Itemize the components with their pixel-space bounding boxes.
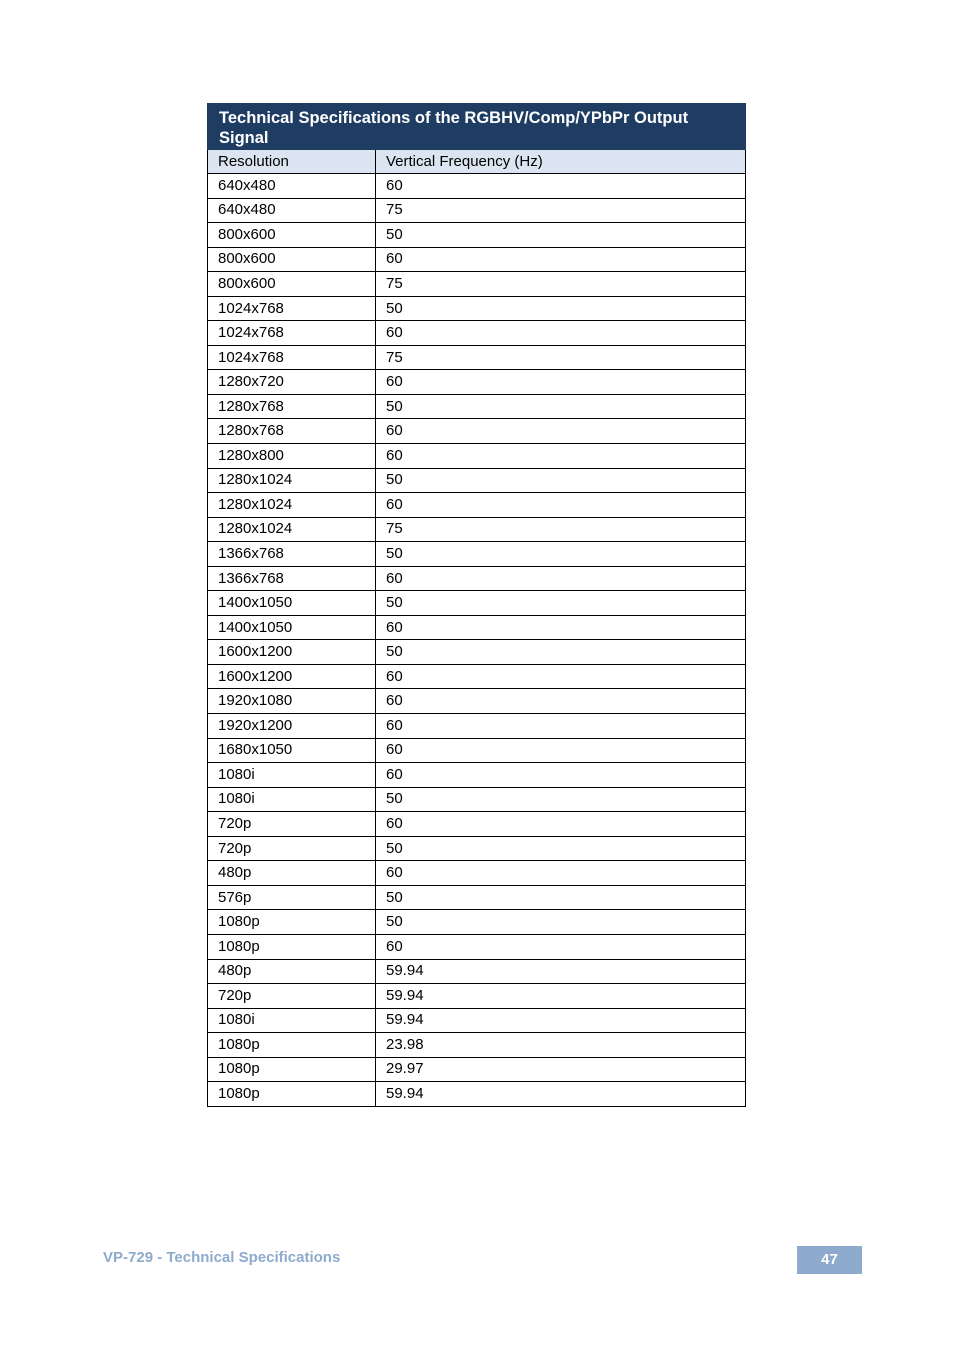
vertical-frequency-cell: 50: [376, 787, 746, 812]
resolution-cell: 1680x1050: [208, 738, 376, 763]
vertical-frequency-cell: 50: [376, 223, 746, 248]
resolution-cell: 1024x768: [208, 321, 376, 346]
table-row: [208, 984, 746, 1009]
resolution-cell: 1280x768: [208, 394, 376, 419]
table-row: [208, 787, 746, 812]
vertical-frequency-cell: 50: [376, 542, 746, 567]
resolution-cell: 720p: [208, 836, 376, 861]
vertical-frequency-cell: 60: [376, 566, 746, 591]
vertical-frequency-cell: 50: [376, 394, 746, 419]
resolution-cell: 1280x800: [208, 444, 376, 469]
resolution-cell: 1400x1050: [208, 591, 376, 616]
table-row: [208, 836, 746, 861]
table-row: [208, 885, 746, 910]
vertical-frequency-cell: 60: [376, 370, 746, 395]
resolution-cell: 576p: [208, 885, 376, 910]
table-row: [208, 861, 746, 886]
vertical-frequency-cell: 50: [376, 885, 746, 910]
vertical-frequency-cell: 60: [376, 321, 746, 346]
table-row: [208, 321, 746, 346]
table-header-row: [208, 150, 746, 174]
resolution-column-header: Resolution: [208, 150, 376, 174]
resolution-cell: 1600x1200: [208, 640, 376, 665]
table-body: [208, 174, 746, 1107]
vertical-frequency-cell: 59.94: [376, 1082, 746, 1107]
vertical-frequency-cell: 59.94: [376, 959, 746, 984]
resolution-cell: 1080p: [208, 1082, 376, 1107]
resolution-cell: 1080p: [208, 910, 376, 935]
table-row: [208, 591, 746, 616]
table-title: Technical Specifications of the RGBHV/Comp/YPbPr Output Signal: [208, 104, 746, 150]
table-row: [208, 812, 746, 837]
resolution-cell: 720p: [208, 984, 376, 1009]
vertical-frequency-cell: 60: [376, 247, 746, 272]
table-row: [208, 468, 746, 493]
vertical-frequency-cell: 50: [376, 296, 746, 321]
resolution-cell: 720p: [208, 812, 376, 837]
resolution-cell: 640x480: [208, 174, 376, 199]
resolution-cell: 1920x1080: [208, 689, 376, 714]
table-row: [208, 763, 746, 788]
table-row: [208, 566, 746, 591]
table-row: [208, 640, 746, 665]
vertical-frequency-cell: 60: [376, 174, 746, 199]
resolution-cell: 1280x720: [208, 370, 376, 395]
table-row: [208, 910, 746, 935]
resolution-cell: 1366x768: [208, 542, 376, 567]
vertical-frequency-cell: 60: [376, 419, 746, 444]
table-row: [208, 542, 746, 567]
resolution-cell: 1280x768: [208, 419, 376, 444]
resolution-cell: 800x600: [208, 272, 376, 297]
table-row: [208, 689, 746, 714]
vertical-frequency-cell: 60: [376, 493, 746, 518]
resolution-cell: 480p: [208, 959, 376, 984]
vertical-frequency-cell: 23.98: [376, 1033, 746, 1058]
vertical-frequency-cell: 60: [376, 861, 746, 886]
vertical-frequency-cell: 60: [376, 664, 746, 689]
table-row: [208, 370, 746, 395]
vertical-frequency-cell: 59.94: [376, 1008, 746, 1033]
output-signal-spec-table: [207, 103, 746, 1107]
resolution-cell: 1024x768: [208, 296, 376, 321]
vertical-frequency-cell: 75: [376, 198, 746, 223]
resolution-cell: 1600x1200: [208, 664, 376, 689]
resolution-cell: 1080p: [208, 1033, 376, 1058]
table-row: [208, 1008, 746, 1033]
table-row: [208, 296, 746, 321]
vertical-frequency-cell: 50: [376, 910, 746, 935]
table-row: [208, 247, 746, 272]
vertical-frequency-cell: 75: [376, 272, 746, 297]
vertical-frequency-cell: 50: [376, 640, 746, 665]
table-row: [208, 1033, 746, 1058]
resolution-cell: 1080i: [208, 787, 376, 812]
vertical-frequency-cell: 75: [376, 517, 746, 542]
resolution-cell: 640x480: [208, 198, 376, 223]
resolution-cell: 1366x768: [208, 566, 376, 591]
vertical-frequency-cell: 59.94: [376, 984, 746, 1009]
vertical-frequency-cell: 50: [376, 836, 746, 861]
resolution-cell: 1920x1200: [208, 714, 376, 739]
table-row: [208, 223, 746, 248]
table-row: [208, 664, 746, 689]
table-row: [208, 272, 746, 297]
vertical-frequency-column-header: Vertical Frequency (Hz): [376, 150, 746, 174]
table-row: [208, 493, 746, 518]
resolution-cell: 1080i: [208, 1008, 376, 1033]
resolution-cell: 1280x1024: [208, 468, 376, 493]
vertical-frequency-cell: 60: [376, 763, 746, 788]
resolution-cell: 1280x1024: [208, 517, 376, 542]
vertical-frequency-cell: 60: [376, 689, 746, 714]
resolution-cell: 1280x1024: [208, 493, 376, 518]
vertical-frequency-cell: 60: [376, 738, 746, 763]
resolution-cell: 480p: [208, 861, 376, 886]
table-title-row: [208, 104, 746, 150]
table-row: [208, 738, 746, 763]
vertical-frequency-cell: 60: [376, 812, 746, 837]
resolution-cell: 1080p: [208, 1057, 376, 1082]
table-row: [208, 174, 746, 199]
table-row: [208, 934, 746, 959]
table-row: [208, 444, 746, 469]
resolution-cell: 1024x768: [208, 345, 376, 370]
table-row: [208, 345, 746, 370]
resolution-cell: 1080i: [208, 763, 376, 788]
vertical-frequency-cell: 75: [376, 345, 746, 370]
table-row: [208, 1057, 746, 1082]
table-row: [208, 714, 746, 739]
vertical-frequency-cell: 60: [376, 444, 746, 469]
vertical-frequency-cell: 29.97: [376, 1057, 746, 1082]
resolution-cell: 1400x1050: [208, 615, 376, 640]
resolution-cell: 800x600: [208, 247, 376, 272]
vertical-frequency-cell: 60: [376, 714, 746, 739]
footer-document-title: VP-729 - Technical Specifications: [103, 1249, 341, 1266]
vertical-frequency-cell: 50: [376, 468, 746, 493]
table-row: [208, 198, 746, 223]
table-row: [208, 419, 746, 444]
page-number: 47: [797, 1246, 862, 1274]
vertical-frequency-cell: 60: [376, 615, 746, 640]
vertical-frequency-cell: 60: [376, 934, 746, 959]
table-row: [208, 394, 746, 419]
table-row: [208, 615, 746, 640]
vertical-frequency-cell: 50: [376, 591, 746, 616]
resolution-cell: 800x600: [208, 223, 376, 248]
resolution-cell: 1080p: [208, 934, 376, 959]
table-row: [208, 959, 746, 984]
table-row: [208, 1082, 746, 1107]
table-row: [208, 517, 746, 542]
